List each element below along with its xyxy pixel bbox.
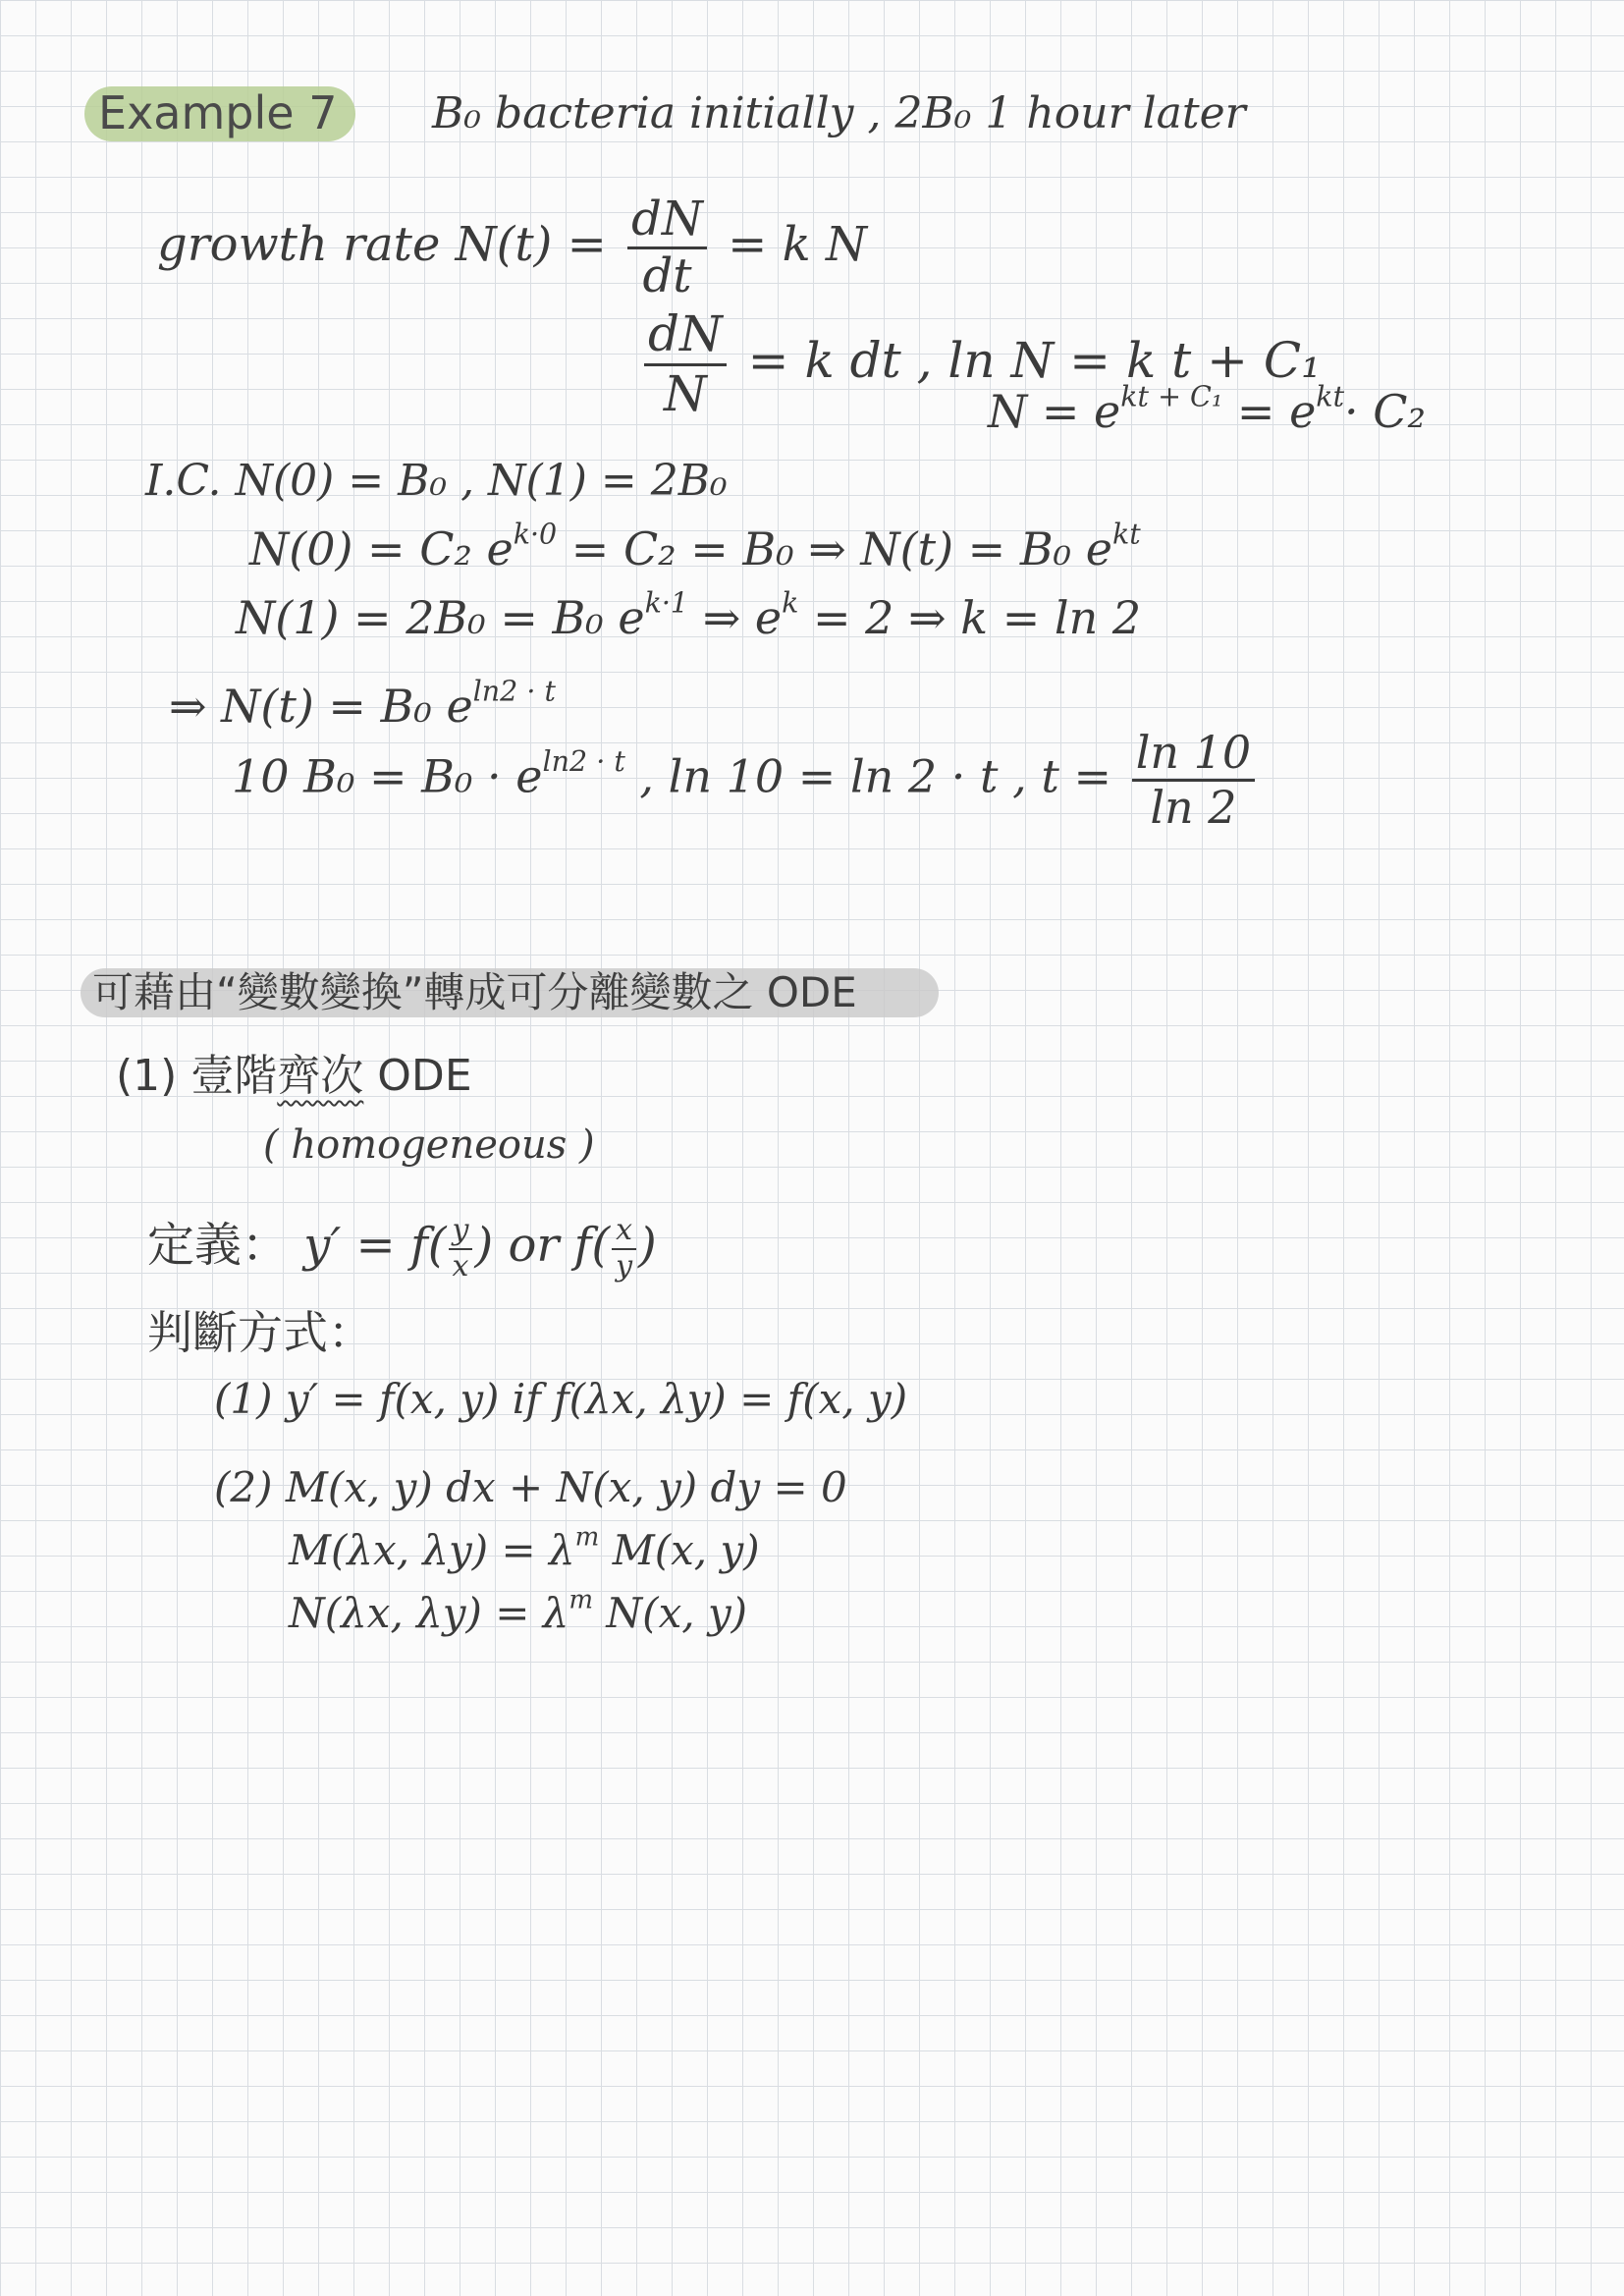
fraction-numerator: dN (644, 306, 727, 366)
fraction-numerator: x (612, 1214, 636, 1250)
criteria-3 (289, 1522, 760, 1574)
definition-label: 定義： (147, 1218, 290, 1273)
solve-c2-exp-a: k·0 (513, 518, 558, 551)
criteria-4-b: N(x, y) (593, 1589, 748, 1637)
general-solution-a: ⇒ N(t) = B₀ e (169, 680, 473, 733)
separated-rhs: = k dt , ln N = k t + C₁ (747, 332, 1322, 389)
criteria-3-a: M(λx, λy) = λ (289, 1526, 575, 1574)
criteria-4 (289, 1585, 748, 1637)
criteria-label: 判斷方式： (147, 1306, 373, 1359)
criteria-4-exp: m (568, 1585, 594, 1615)
fraction-numerator: ln 10 (1132, 727, 1256, 782)
x-over-y-fraction (612, 1214, 636, 1284)
exp-base: N = e (988, 385, 1121, 438)
fraction-denominator: y (616, 1248, 633, 1284)
fraction-denominator: ln 2 (1150, 780, 1237, 834)
exponential-solution (988, 380, 1426, 438)
solve-k-exp-b: k (782, 586, 799, 620)
solve-c2-line (249, 518, 1141, 575)
growth-rate-rhs: = k N (728, 217, 867, 273)
growth-rate-lhs: growth rate N(t) = (157, 217, 607, 273)
example-label: Example 7 (98, 86, 338, 139)
criteria-3-exp: m (574, 1522, 600, 1553)
solve-k-a: N(1) = 2B₀ = B₀ e (236, 591, 645, 644)
solve-k-line (236, 586, 1142, 644)
final-time-a: 10 B₀ = B₀ · e (232, 749, 543, 803)
general-solution-line (169, 675, 556, 733)
item1-wavy: 齊次 (277, 1051, 364, 1101)
dn-over-n-fraction (644, 306, 727, 422)
definition-line (147, 1214, 657, 1284)
fraction-numerator: y (449, 1214, 473, 1250)
final-time-line (232, 727, 1261, 834)
solve-k-b: ⇒ e (688, 591, 783, 644)
exp-power-2: kt (1316, 380, 1345, 413)
dn-dt-fraction (627, 192, 707, 303)
criteria-4-a: N(λx, λy) = λ (289, 1589, 569, 1637)
exp-power-1: kt + C₁ (1120, 380, 1223, 413)
definition-mid: ) or f( (474, 1218, 611, 1273)
fraction-numerator: dN (627, 192, 707, 249)
definition-end: ) (638, 1218, 657, 1273)
ln10-over-ln2-fraction (1132, 727, 1256, 834)
exp-tail: · C₂ (1344, 385, 1426, 438)
fraction-denominator: dt (642, 248, 692, 304)
solve-c2-a: N(0) = C₂ e (249, 522, 514, 575)
criteria-2: (2) M(x, y) dx + N(x, y) dy = 0 (214, 1463, 847, 1511)
final-time-exp: ln2 · t (542, 745, 625, 779)
item1-prefix: (1) 壹階 (116, 1051, 278, 1101)
item1-title (116, 1051, 472, 1101)
general-solution-exp: ln2 · t (472, 675, 556, 708)
solve-k-exp-a: k·1 (644, 586, 689, 620)
fraction-denominator: x (452, 1248, 469, 1284)
solve-c2-b: = C₂ = B₀ ⇒ N(t) = B₀ e (557, 522, 1112, 575)
definition-formula: y′ = f( (303, 1218, 447, 1273)
fraction-denominator: N (664, 364, 707, 422)
criteria-3-b: M(x, y) (599, 1526, 760, 1574)
item1-suffix: ODE (363, 1051, 472, 1101)
section-heading: 可藉由“變數變換”轉成可分離變數之 ODE (92, 968, 857, 1016)
growth-rate-equation (157, 192, 867, 303)
item1-english: ( homogeneous ) (263, 1122, 595, 1168)
y-over-x-fraction (449, 1214, 473, 1284)
exp-mid: = e (1222, 385, 1317, 438)
initial-conditions: I.C. N(0) = B₀ , N(1) = 2B₀ (145, 456, 728, 506)
solve-k-c: = 2 ⇒ k = ln 2 (798, 591, 1142, 644)
solve-c2-exp-b: kt (1111, 518, 1141, 551)
criteria-1: (1) y′ = f(x, y) if f(λx, λy) = f(x, y) (214, 1375, 908, 1423)
final-time-b: , ln 10 = ln 2 · t , t = (624, 749, 1112, 803)
example-statement: B₀ bacteria initially , 2B₀ 1 hour later (432, 88, 1246, 138)
